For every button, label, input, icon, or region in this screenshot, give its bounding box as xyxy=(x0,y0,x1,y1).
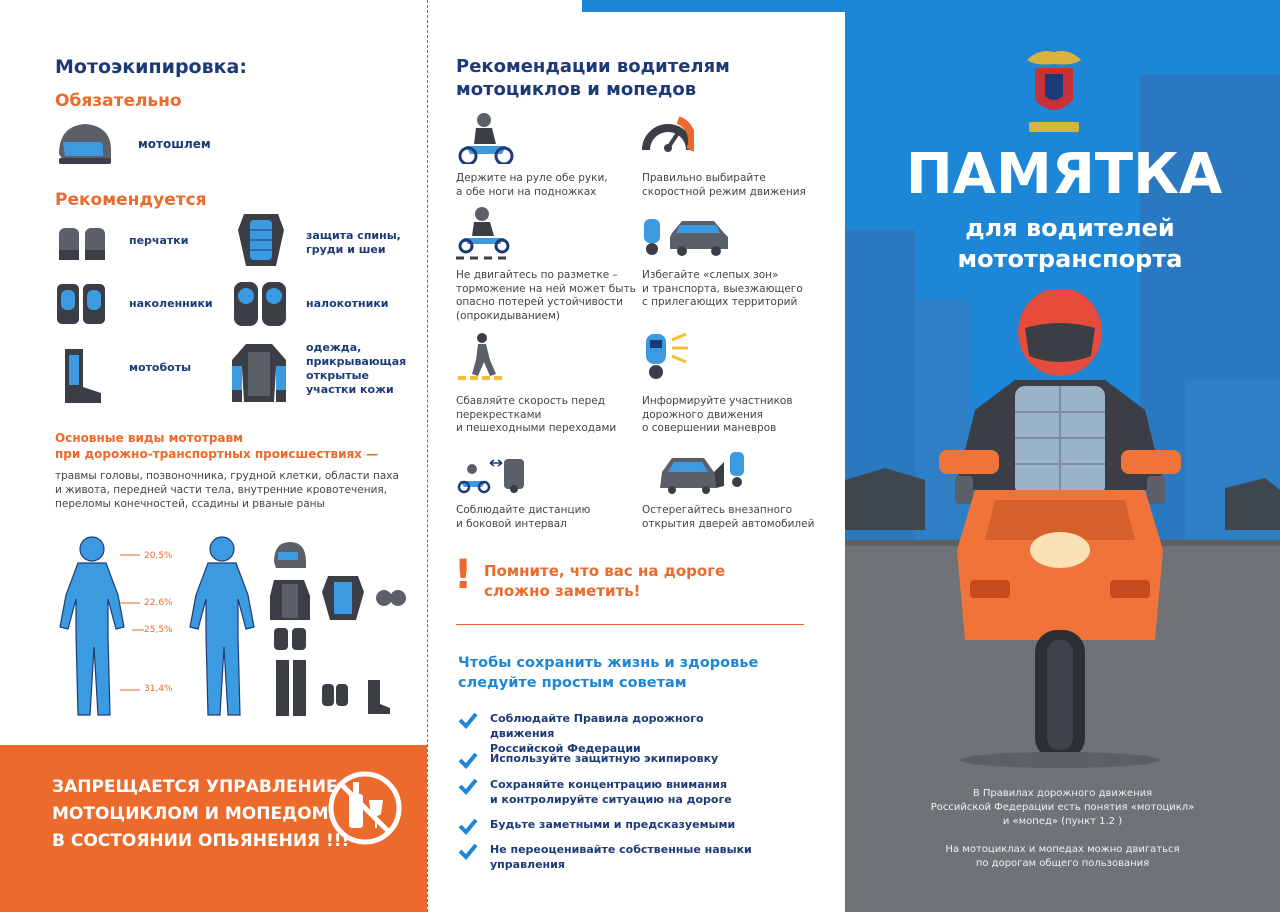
recommendations-panel xyxy=(427,0,845,912)
tip-4-line1: Избегайте «слепых зон» xyxy=(642,269,779,281)
tip-8 xyxy=(642,504,814,531)
advice-4-line1: Будьте заметными и предсказуемыми xyxy=(490,818,736,831)
tip-1 xyxy=(456,172,608,199)
motorcycle-rider-icon xyxy=(456,112,516,164)
knee-pads-label: наколенники xyxy=(129,297,213,310)
tip-3-line2: торможение на ней может быть xyxy=(456,282,636,295)
equipment-title: Мотоэкипировка: xyxy=(55,56,247,78)
tip-3-line3: опасно потерей устойчивости xyxy=(456,296,623,308)
tip-1-line2: а обе ноги на подножках xyxy=(456,185,597,198)
advice-item xyxy=(458,777,770,807)
cover-note-line4: На мотоциклах и мопедах можно двигаться xyxy=(945,844,1180,855)
no-alcohol-icon xyxy=(327,770,403,846)
jacket-icon xyxy=(230,340,288,406)
advice-3-line1: Сохраняйте концентрацию внимания xyxy=(490,778,728,791)
advice-1-line1: Соблюдайте Правила дорожного движения xyxy=(490,712,704,740)
checkmark-icon xyxy=(458,777,478,795)
cover-note-line1: В Правилах дорожного движения xyxy=(972,788,1153,799)
tip-8-line2: открытия дверей автомобилей xyxy=(642,517,815,530)
top-accent-bar xyxy=(582,0,845,12)
advice-title-line2: следуйте простым советам xyxy=(458,675,687,691)
injuries-heading-1: Основные виды мототравм xyxy=(55,431,243,445)
percent-legs: 31,4% xyxy=(144,684,173,694)
tip-3 xyxy=(456,269,636,323)
percent-arms: 25,5% xyxy=(144,625,173,635)
tip-4 xyxy=(642,269,803,310)
divider xyxy=(456,624,804,625)
tip-6-line1: Информируйте участников xyxy=(642,395,793,407)
tip-7-line2: и боковой интервал xyxy=(456,517,567,530)
advice-1-line2: Российской Федерации xyxy=(490,742,641,755)
advice-item xyxy=(458,817,770,835)
recommendations-title xyxy=(456,55,730,101)
recommended-heading: Рекомендуется xyxy=(55,190,207,210)
warning-line1: Помните, что вас на дороге xyxy=(484,562,726,580)
cover-note-2 xyxy=(885,843,1240,871)
advice-item xyxy=(458,751,770,769)
gear-set-illustration xyxy=(268,540,408,720)
tip-5 xyxy=(456,395,616,436)
lane-marking-icon xyxy=(456,206,512,262)
motorcycle-rider-illustration xyxy=(935,290,1185,770)
advice-5-line1: Не переоценивайте собственные навыки xyxy=(490,843,752,856)
knee-pads-icon xyxy=(55,280,107,330)
cover-subtitle-line2: мототранспорта xyxy=(957,245,1183,273)
helmet-icon xyxy=(55,120,113,168)
boots-label: мотоботы xyxy=(129,361,192,374)
distance-icon xyxy=(456,455,526,495)
speedometer-icon xyxy=(642,112,694,156)
pedestrian-crossing-icon xyxy=(456,332,508,382)
tip-4-line3: с прилегающих территорий xyxy=(642,296,798,308)
turn-signal-icon xyxy=(642,332,692,382)
cover-note-line2: Российской Федерации есть понятия «мотоцикл» xyxy=(930,802,1195,813)
banner-line-2: МОТОЦИКЛОМ И МОПЕДОМ xyxy=(52,804,329,824)
injuries-heading-2: при дорожно-транспортных происшествиях — xyxy=(55,447,379,461)
car-door-icon xyxy=(658,444,748,494)
tip-4-line2: и транспорта, выезжающего xyxy=(642,282,803,295)
banner-line-3: В СОСТОЯНИИ ОПЬЯНЕНИЯ !!! xyxy=(52,831,350,851)
injuries-text-2: и живота, передней части тела, внутренние кровотечения, xyxy=(55,484,388,496)
police-emblem-icon xyxy=(1023,40,1085,136)
cover-note-line3: и «мопед» (пункт 1.2 ) xyxy=(1002,816,1123,827)
elbow-pads-icon xyxy=(232,278,288,330)
tip-6-line2: дорожного движения xyxy=(642,408,763,421)
tip-6 xyxy=(642,395,793,436)
back-protector-icon xyxy=(232,210,290,268)
tip-2-line1: Правильно выбирайте xyxy=(642,172,766,184)
checkmark-icon xyxy=(458,711,478,729)
tip-5-line3: и пешеходными переходами xyxy=(456,422,617,434)
cover-note-1 xyxy=(885,787,1240,829)
boots-icon xyxy=(55,347,105,407)
helmet-label: мотошлем xyxy=(138,137,211,151)
advice-title xyxy=(458,653,758,693)
tip-3-line1: Не двигайтесь по разметке – xyxy=(456,269,618,281)
tip-7-line1: Соблюдайте дистанцию xyxy=(456,504,591,516)
banner-line-1: ЗАПРЕЩАЕТСЯ УПРАВЛЕНИЕ xyxy=(52,777,338,797)
advice-2-line1: Используйте защитную экипировку xyxy=(490,752,719,765)
alcohol-ban-banner xyxy=(0,745,427,912)
advice-5-line2: управления xyxy=(490,858,565,871)
tip-1-line1: Держите на руле обе руки, xyxy=(456,172,608,184)
injuries-text-1: травмы головы, позвоночника, грудной клетки, области паха xyxy=(55,470,399,482)
checkmark-icon xyxy=(458,842,478,860)
recommendations-title-line2: мотоциклов и мопедов xyxy=(456,79,697,100)
checkmark-icon xyxy=(458,817,478,835)
elbow-pads-label: налокотники xyxy=(306,297,389,310)
cover-subtitle xyxy=(905,213,1235,275)
equipment-panel xyxy=(0,0,427,912)
cover-title: ПАМЯТКА xyxy=(905,142,1223,207)
blind-spot-icon xyxy=(642,215,730,257)
cover-note-line5: по дорогам общего пользования xyxy=(975,858,1150,869)
gloves-icon xyxy=(55,220,111,264)
injuries-text-3: переломы конечностей, ссадины и рваные раны xyxy=(55,498,325,510)
back-protection-label: защита спины, груди и шеи xyxy=(306,229,401,256)
advice-title-line1: Чтобы сохранить жизнь и здоровье xyxy=(458,655,759,671)
warning-line2: сложно заметить! xyxy=(484,582,641,600)
tip-3-line4: (опрокидыванием) xyxy=(456,309,560,322)
cover-subtitle-line1: для водителей xyxy=(965,214,1175,242)
tip-5-line2: перекрестками xyxy=(456,408,542,421)
cover-panel xyxy=(845,0,1280,912)
tip-7 xyxy=(456,504,590,531)
tip-8-line1: Остерегайтесь внезапного xyxy=(642,504,793,516)
tip-2 xyxy=(642,172,806,199)
advice-item xyxy=(458,711,770,756)
checkmark-icon xyxy=(458,751,478,769)
tip-2-line2: скоростной режим движения xyxy=(642,185,806,198)
gloves-label: перчатки xyxy=(129,234,189,247)
tip-6-line3: о совершении маневров xyxy=(642,422,777,434)
mandatory-heading: Обязательно xyxy=(55,91,182,111)
percent-chest: 22,6% xyxy=(144,598,173,608)
advice-3-line2: и контролируйте ситуацию на дороге xyxy=(490,793,732,806)
exclamation-icon: ! xyxy=(454,552,473,598)
percent-head: 20,5% xyxy=(144,551,173,561)
tip-5-line1: Сбавляйте скорость перед xyxy=(456,395,605,407)
advice-item xyxy=(458,842,770,872)
warning-text xyxy=(484,561,725,601)
recommendations-title-line1: Рекомендации водителям xyxy=(456,56,730,77)
clothing-label: одежда, прикрывающая открытые участки кожи xyxy=(306,341,407,396)
